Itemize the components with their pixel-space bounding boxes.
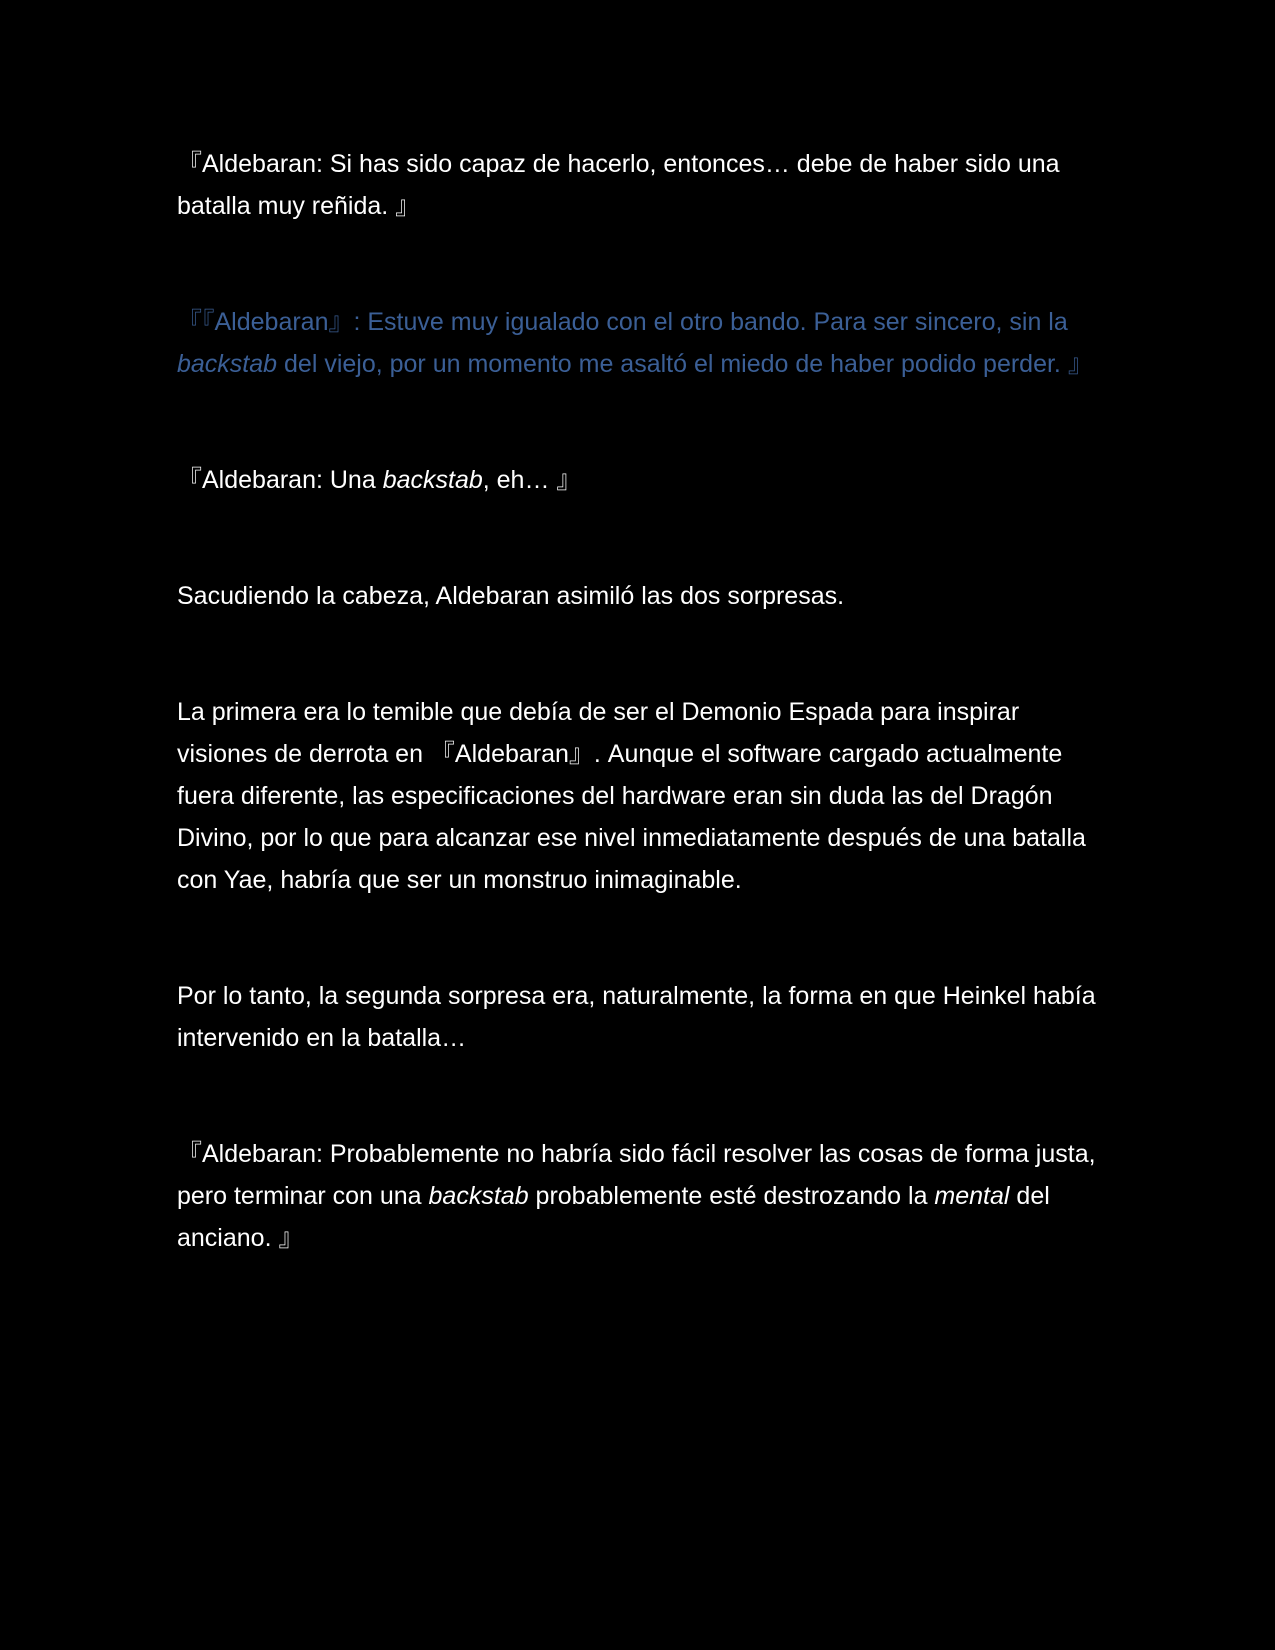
document-body: [177, 143, 1097, 1259]
narration-paragraph-1: [177, 575, 1097, 617]
italic-term-backstab: backstab: [382, 466, 483, 494]
dialogue-paragraph-aldebaran-1: [177, 143, 1097, 227]
dialogue-paragraph-aldebaran-2: [177, 459, 1097, 501]
text-segment: 『Aldebaran: Una: [177, 466, 383, 494]
text-segment: 『『Aldebaran』: Estuve muy igualado con el otro bando. Para ser sincero, sin la: [177, 308, 1068, 336]
paragraph-spacer: [177, 501, 1097, 575]
text-segment: probablemente esté destrozando la: [528, 1182, 935, 1210]
text-segment: del viejo, por un momento me asaltó el miedo de haber podido perder. 』: [277, 350, 1093, 378]
text-segment: 『Aldebaran: Probablemente no habría sido fácil resolver las cosas de forma justa, pero terminar con una: [177, 1140, 1096, 1210]
paragraph-spacer: [177, 227, 1097, 301]
text-segment: , eh… 』: [482, 466, 582, 494]
paragraph-spacer: [177, 1059, 1097, 1133]
text-segment: La primera era lo temible que debía de ser el Demonio Espada para inspirar visiones de derrota en 『Aldebaran』. Aunque el software cargado actualmente fuera diferente, las especificaciones del hardware eran sin duda las del Dragón Divino, por lo que para alcanzar ese nivel inmediatamente después de una batalla con Yae, habría que ser un monstruo inimaginable.: [177, 698, 1086, 894]
narration-paragraph-3: [177, 975, 1097, 1059]
dialogue-paragraph-aldebaran-telepathy: [177, 301, 1097, 385]
paragraph-spacer: [177, 385, 1097, 459]
text-segment: 『Aldebaran: Si has sido capaz de hacerlo, entonces… debe de haber sido una batalla muy reñida. 』: [177, 150, 1060, 220]
narration-paragraph-2: [177, 691, 1097, 901]
italic-term-backstab: backstab: [177, 350, 278, 378]
text-segment: del anciano. 』: [177, 1182, 1050, 1252]
paragraph-spacer: [177, 617, 1097, 691]
dialogue-paragraph-aldebaran-3: [177, 1133, 1097, 1259]
italic-term-backstab: backstab: [428, 1182, 529, 1210]
paragraph-spacer: [177, 901, 1097, 975]
text-segment: Por lo tanto, la segunda sorpresa era, naturalmente, la forma en que Heinkel había intervenido en la batalla…: [177, 982, 1096, 1052]
italic-term-mental: mental: [934, 1182, 1010, 1210]
text-segment: Sacudiendo la cabeza, Aldebaran asimiló las dos sorpresas.: [177, 582, 845, 610]
